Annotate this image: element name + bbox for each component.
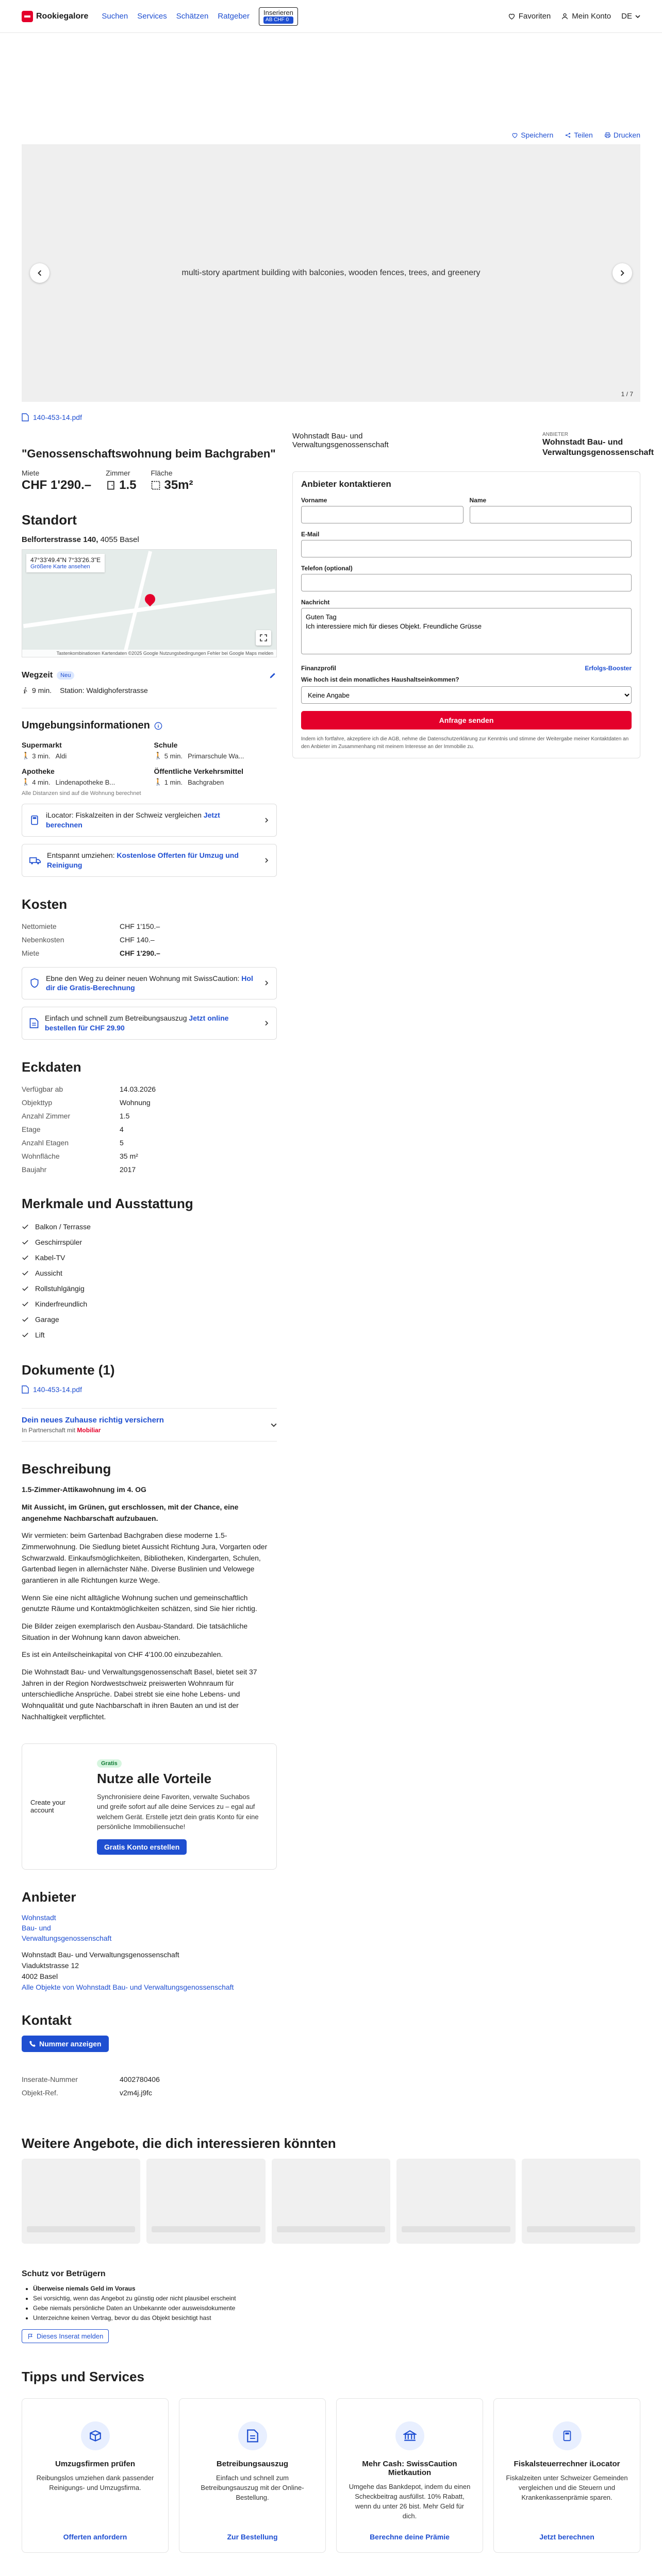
promo-swisscaution[interactable]	[22, 967, 277, 1000]
scam-title: Schutz vor Betrügern	[22, 2269, 106, 2278]
detail-label: Anzahl Etagen	[22, 1139, 69, 1147]
share-button[interactable]	[565, 131, 593, 139]
details-table	[22, 1082, 277, 1176]
provider-name-link[interactable]: Bau- und	[22, 1923, 51, 1932]
environment-grid	[22, 741, 277, 786]
detail-value: 1.5	[120, 1112, 130, 1121]
reference-pdf-link[interactable]	[22, 413, 277, 421]
env-transport-label: Öffentliche Verkehrsmittel	[154, 767, 244, 775]
check-icon	[22, 1300, 29, 1308]
tips-row	[22, 2398, 640, 2553]
description-lead: 1.5-Zimmer-Attikawohnung im 4. OG	[22, 1485, 146, 1494]
offer-card-placeholder[interactable]	[396, 2159, 515, 2244]
chevron-right-icon	[264, 818, 269, 823]
fact-rent-value: CHF 1'290.–	[22, 478, 92, 492]
gallery-counter: 1 / 7	[621, 391, 633, 398]
feature-label: Kinderfreundlich	[35, 1300, 88, 1309]
id-label: Objekt-Ref.	[22, 2088, 58, 2097]
feature-item	[22, 1219, 277, 1234]
financial-profile-title: Finanzprofil	[301, 665, 336, 672]
income-question: Wie hoch ist dein monatliches Haushaltseinkommen?	[301, 676, 459, 683]
environment-note: Alle Distanzen sind auf die Wohnung berechnet	[22, 790, 141, 796]
promo-debt-record-link[interactable]: Jetzt online bestellen für CHF 29.90	[45, 1014, 229, 1032]
create-account-button[interactable]: Gratis Konto erstellen	[97, 1839, 187, 1855]
check-icon	[22, 1285, 29, 1292]
tip-link[interactable]: Jetzt berechnen	[539, 2533, 594, 2541]
env-transport-row	[154, 778, 277, 786]
commute-station: Station: Waldighoferstrasse	[60, 686, 148, 694]
promo-swisscaution-link[interactable]: Hol dir die Gratis-Berechnung	[46, 974, 253, 992]
feature-item	[22, 1281, 277, 1296]
main-nav	[102, 7, 297, 26]
detail-row	[22, 1136, 277, 1149]
free-badge: Gratis	[97, 1759, 122, 1768]
detail-label: Objekttyp	[22, 1098, 53, 1107]
feature-item	[22, 1265, 277, 1281]
listing-sidebar	[292, 402, 654, 2099]
id-value: 4002780406	[120, 2075, 160, 2083]
detail-label: Baujahr	[22, 1165, 47, 1174]
gallery-actions	[0, 131, 662, 139]
listing-title: "Genossenschaftswohnung beim Bachgraben"	[22, 447, 276, 460]
cost-value: CHF 140.–	[120, 935, 155, 944]
save-button[interactable]	[511, 131, 553, 139]
detail-value: Wohnung	[120, 1098, 151, 1107]
feature-item	[22, 1250, 277, 1265]
commute-title: Wegzeit	[22, 671, 53, 680]
id-label: Inserate-Nummer	[22, 2075, 78, 2083]
offer-card-placeholder[interactable]	[522, 2159, 640, 2244]
financial-profile	[301, 665, 632, 704]
map-expand-button[interactable]	[256, 630, 271, 646]
seller-header	[292, 432, 654, 458]
env-transport-dist	[154, 778, 183, 786]
fact-area	[151, 469, 193, 493]
logo-icon	[22, 11, 33, 22]
detail-value: 35 m²	[120, 1152, 138, 1161]
check-icon	[22, 1254, 29, 1261]
share-icon	[565, 132, 571, 139]
tips-heading: Tipps und Services	[22, 2369, 144, 2385]
more-offers-row	[22, 2159, 640, 2244]
printer-icon	[604, 132, 611, 139]
check-icon	[22, 1239, 29, 1246]
privacy-notice: Indem ich fortfahre, akzeptiere ich die AGB, nehme die Datenschutzerklärung zur Kenntnis und stimme der Weitergabe meiner Kontaktdaten an den Anbieter im Zusammenhang mit meinem Interesse an der Immobilie zu.	[301, 736, 629, 750]
provider-name-link[interactable]: Verwaltungsgenossenschaft	[22, 1934, 112, 1943]
feature-label: Lift	[35, 1331, 45, 1340]
env-supermarket-row	[22, 752, 145, 760]
favorites-link[interactable]	[508, 12, 551, 21]
insurance-accordion[interactable]	[22, 1408, 277, 1442]
fact-rooms-row	[106, 478, 136, 493]
share-label: Teilen	[574, 131, 593, 139]
detail-row	[22, 1123, 277, 1136]
heart-icon	[511, 132, 518, 139]
scam-tip: • Überweise niemals Geld im Voraus	[33, 2284, 640, 2294]
description-paragraph: Es ist ein Anteilscheinkapital von CHF 4'100.00 einzubezahlen.	[22, 1650, 223, 1659]
scam-tip: • Sei vorsichtig, wenn das Angebot zu günstig oder nicht plausibel erscheint	[33, 2294, 640, 2303]
env-supermarket-dist-value: 3 min.	[32, 752, 51, 760]
promo-ilocator-link[interactable]: Jetzt berechnen	[46, 811, 220, 829]
first-name-label: Vorname	[301, 497, 327, 504]
env-supermarket-dist	[22, 752, 51, 760]
seller-name: Wohnstadt Bau- und Verwaltungsgenossenschaft	[292, 432, 389, 449]
send-request-button[interactable]: Anfrage senden	[301, 711, 632, 730]
description-heading: Beschreibung	[22, 1461, 111, 1477]
shield-icon	[29, 978, 40, 988]
email-label: E-Mail	[301, 531, 320, 538]
tip-card-debt[interactable]	[179, 2398, 326, 2553]
feature-label: Balkon / Terrasse	[35, 1223, 91, 1231]
report-listing-button[interactable]	[22, 2329, 109, 2343]
provider-address-line: Viaduktstrasse 12	[22, 1961, 79, 1970]
insurance-title: Dein neues Zuhause richtig versichern	[22, 1416, 164, 1425]
bank-icon	[395, 2421, 424, 2450]
feature-label: Aussicht	[35, 1269, 62, 1278]
fact-rent	[22, 469, 91, 493]
cost-label: Miete	[22, 948, 40, 957]
tip-text: Einfach und schnell zum Betreibungsauszug mit der Online-Bestellung.	[201, 2474, 304, 2502]
detail-value: 14.03.2026	[120, 1085, 156, 1094]
commute-time	[22, 686, 52, 694]
promo-moving-text: Entspannt umziehen:	[47, 851, 115, 859]
new-badge: Neu	[57, 671, 74, 680]
heart-icon	[508, 12, 516, 20]
document-icon	[29, 1018, 39, 1028]
document-label: 140-453-14.pdf	[33, 1385, 82, 1394]
fact-area-value: 35m²	[164, 478, 193, 492]
chevron-right-icon	[264, 1021, 269, 1026]
more-offers-heading: Weitere Angebote, die dich interessieren könnten	[22, 2135, 336, 2151]
feature-label: Kabel-TV	[35, 1253, 65, 1262]
show-number-button[interactable]	[22, 2036, 109, 2052]
pdf-icon	[22, 1385, 29, 1394]
tip-link[interactable]: Berechne deine Prämie	[370, 2533, 450, 2541]
account-link[interactable]	[561, 12, 611, 21]
id-row	[22, 2073, 277, 2086]
env-school-name: Primarschule Wa...	[188, 752, 244, 760]
commute-header	[22, 671, 277, 680]
description-sub: Mit Aussicht, im Grünen, gut erschlossen, mit der Chance, eine angenehme Nachbarschaft aufzubauen.	[22, 1502, 239, 1522]
environment-title: Umgebungsinformationen	[22, 720, 150, 731]
chevron-down-icon	[271, 1422, 277, 1428]
pdf-icon	[22, 413, 29, 421]
gallery-prev-button[interactable]	[30, 263, 49, 283]
commute-row	[22, 686, 277, 694]
promo-ilocator-text: iLocator: Fiskalzeiten in der Schweiz vergleichen	[46, 811, 202, 819]
insert-tag: AB CHF 0	[263, 16, 293, 24]
insert-button[interactable]	[259, 7, 298, 26]
id-row	[22, 2086, 277, 2099]
listing-ids	[22, 2073, 277, 2099]
detail-row	[22, 1096, 277, 1109]
tip-card-deposit[interactable]	[336, 2398, 483, 2553]
costs-heading: Kosten	[22, 896, 68, 912]
cost-label: Nebenkosten	[22, 935, 64, 944]
env-pharmacy-dist-value: 4 min.	[32, 778, 51, 786]
tip-text: Reibungslos umziehen dank passender Reinigungs- und Umzugsfirma.	[36, 2474, 154, 2492]
detail-label: Wohnfläche	[22, 1152, 60, 1161]
promo-debt-record[interactable]	[22, 1007, 277, 1040]
address-city: 4055 Basel	[100, 535, 139, 544]
calculator-icon	[29, 815, 40, 825]
check-icon	[22, 1269, 29, 1277]
cost-row	[22, 920, 277, 933]
promo-moving-link[interactable]: Kostenlose Offerten für Umzug und Reinigung	[47, 851, 239, 869]
cost-value: CHF 1'150.–	[120, 922, 160, 930]
flag-icon	[27, 2333, 34, 2340]
fact-rooms-label: Zimmer	[106, 469, 130, 477]
language-label: DE	[621, 12, 632, 21]
map-larger-link[interactable]: Größere Karte ansehen	[30, 564, 90, 570]
document-icon	[238, 2421, 267, 2450]
environment-heading	[22, 720, 277, 732]
detail-value: 5	[120, 1139, 124, 1147]
tip-title: Betreibungsauszug	[216, 2460, 289, 2469]
check-icon	[22, 1331, 29, 1338]
description-paragraph: Wenn Sie eine nicht alltägliche Wohnung suchen und gemeinschaftlich genutzte Räume und Kontaktmöglichkeiten schätzen, sind Sie hier richtig.	[22, 1593, 257, 1613]
env-pharmacy-row	[22, 778, 145, 786]
env-school-row	[154, 752, 277, 760]
language-switch[interactable]	[621, 12, 640, 21]
env-pharmacy-name: Lindenapotheke B...	[55, 778, 115, 786]
print-label: Drucken	[613, 131, 640, 139]
tip-title: Umzugsfirmen prüfen	[55, 2460, 135, 2469]
walk-icon: 🚶	[154, 778, 162, 786]
promo-swisscaution-text: Ebne den Weg zu deiner neuen Wohnung mit SwissCaution:	[46, 974, 240, 982]
check-icon	[22, 1316, 29, 1323]
walk-icon: 🚶	[154, 752, 162, 759]
map-pin-icon	[143, 592, 157, 606]
area-icon	[151, 480, 161, 490]
chevron-right-icon	[264, 858, 269, 863]
offer-card-placeholder[interactable]	[146, 2159, 265, 2244]
photo-gallery[interactable]	[22, 144, 640, 402]
account-promo-title: Nutze alle Vorteile	[97, 1770, 212, 1786]
feature-item	[22, 1327, 277, 1343]
feature-item	[22, 1312, 277, 1327]
phone-icon	[29, 2040, 36, 2047]
feature-label: Garage	[35, 1315, 59, 1324]
provider-address-line: Wohnstadt Bau- und Verwaltungsgenossenschaft	[22, 1951, 179, 1959]
chevron-right-icon	[264, 980, 269, 986]
chevron-left-icon	[37, 270, 43, 276]
chevron-right-icon	[619, 270, 625, 276]
account-promo-text: Synchronisiere deine Favoriten, verwalte Suchabos und greife sofort auf alle deine Services zu – egal auf welchem Gerät. Erstelle jetzt dein gratis Konto für eine persönliche Immobiliensuche!	[97, 1792, 259, 1831]
fullscreen-icon	[260, 634, 267, 641]
provider-all-listings-link[interactable]: Alle Objekte von Wohnstadt Bau- und Verwaltungsgenossenschaft	[22, 1983, 234, 1992]
key-facts	[22, 469, 277, 493]
door-icon	[106, 480, 116, 490]
fact-area-row	[151, 478, 193, 493]
calculator-icon	[553, 2421, 582, 2450]
email-input[interactable]	[301, 540, 632, 557]
phone-label: Telefon (optional)	[301, 565, 353, 572]
info-icon[interactable]	[154, 722, 162, 730]
details-heading: Eckdaten	[22, 1059, 81, 1075]
cost-row	[22, 933, 277, 946]
location-map[interactable]	[22, 549, 277, 657]
id-value: v2m4j.j9fc	[120, 2088, 153, 2097]
contact-heading: Kontakt	[22, 2012, 72, 2028]
env-transport-name: Bachgraben	[188, 778, 224, 786]
walk-icon: 🚶	[22, 752, 30, 759]
detail-row	[22, 1082, 277, 1096]
env-school	[154, 741, 277, 760]
fact-area-label: Fläche	[151, 469, 173, 477]
fact-rooms	[106, 469, 136, 493]
listing-main	[22, 402, 277, 2099]
commute-time-value: 9 min.	[32, 686, 52, 694]
contact-form	[292, 471, 640, 758]
feature-item	[22, 1296, 277, 1312]
promo-moving[interactable]	[22, 844, 277, 877]
nav-ratgeber[interactable]: Ratgeber	[218, 12, 250, 21]
tip-text: Umgehe das Bankdepot, indem du einen Scheckbeitrag ausfüllst. 10% Rabatt, wenn du unter 26 bist. Mehr Geld für dich.	[349, 2483, 471, 2520]
seller-name-bold: Wohnstadt Bau- und Verwaltungsgenossenschaft	[542, 438, 654, 457]
env-supermarket-name: Aldi	[55, 752, 67, 760]
header-actions	[508, 12, 640, 21]
truck-icon	[29, 855, 41, 866]
env-transport	[154, 767, 277, 786]
detail-row	[22, 1149, 277, 1163]
message-textarea[interactable]	[301, 608, 632, 654]
tip-link[interactable]: Offerten anfordern	[63, 2533, 127, 2541]
last-name-input[interactable]	[470, 506, 632, 523]
documents-heading: Dokumente (1)	[22, 1362, 115, 1378]
tip-card-moving[interactable]	[22, 2398, 169, 2553]
map-info-card	[26, 554, 105, 572]
check-icon	[22, 1223, 29, 1230]
scam-tip: • Gebe niemals persönliche Daten an Unbekannte oder ausweisdokumente	[33, 2303, 640, 2313]
last-name-label: Name	[469, 497, 487, 504]
env-school-dist	[154, 752, 183, 760]
tip-text: Fiskalzeiten unter Schweizer Gemeinden vergleichen und die Steuern und Krankenkassenprämie sparen.	[506, 2474, 628, 2502]
first-name-input[interactable]	[301, 506, 464, 523]
report-listing-label: Dieses Inserat melden	[37, 2332, 104, 2341]
description-paragraph: Wir vermieten: beim Gartenbad Bachgraben diese moderne 1.5-Zimmerwohnung. Die Siedlung bietet Aussicht Richtung Jura, Vorgarten oder Schwarzwald. Einkaufsmöglichkeiten, Bibliotheken, Kindergarten, Schulen, Gartenbad liegen in allernächster Nähe. Diverse Buslinien und Velowege garantieren in alle Richtungen kurze Wege.	[22, 1531, 268, 1584]
edit-commute-button[interactable]	[269, 671, 277, 680]
description-section	[22, 1461, 277, 1722]
document-link[interactable]	[22, 1385, 277, 1394]
save-label: Speichern	[521, 131, 554, 139]
env-pharmacy-dist	[22, 778, 51, 786]
scam-tip: • Unterzeichne keinen Vertrag, bevor du das Objekt besichtigt hast	[33, 2313, 640, 2323]
address-street: Belforterstrasse 140,	[22, 535, 98, 544]
env-supermarket-label: Supermarkt	[22, 741, 62, 749]
tip-card-tax[interactable]	[493, 2398, 640, 2553]
feature-label: Rollstuhlgängig	[35, 1284, 85, 1293]
top-bar	[0, 0, 662, 33]
offer-card-placeholder[interactable]	[272, 2159, 390, 2244]
success-booster-link[interactable]: Erfolgs-Booster	[585, 665, 632, 672]
env-school-label: Schule	[154, 741, 178, 749]
provider-name-link[interactable]: Wohnstadt	[22, 1913, 56, 1922]
ad-space-top	[0, 33, 662, 131]
user-icon	[561, 12, 569, 20]
cost-label: Nettomiete	[22, 922, 57, 930]
description-paragraph: Die Bilder zeigen exemplarisch den Ausbau-Standard. Die tatsächliche Situation in der Wohnung kann davon abweichen.	[22, 1622, 248, 1641]
chevron-down-icon	[635, 14, 640, 19]
map-coordinates: 47°33'49.4"N 7°33'26.3"E	[30, 556, 101, 564]
provider-section	[22, 1889, 277, 1993]
env-pharmacy	[22, 767, 145, 786]
nav-suchen[interactable]: Suchen	[102, 12, 128, 21]
env-supermarket	[22, 741, 145, 760]
account-promo	[22, 1743, 277, 1870]
tip-title: Mehr Cash: SwissCaution Mietkaution	[362, 2460, 457, 2478]
gallery-image-description: multi-story apartment building with balconies, wooden fences, trees, and greenery	[181, 268, 481, 277]
insurance-brand: Mobiliar	[77, 1427, 101, 1434]
nav-services[interactable]: Services	[137, 12, 167, 21]
fact-rent-label: Miete	[22, 469, 40, 477]
account-promo-left: Create your account	[30, 1799, 65, 1814]
phone-input[interactable]	[301, 574, 632, 591]
logo[interactable]	[22, 11, 88, 22]
logo-text: Rookiegalore	[36, 11, 89, 21]
walk-icon	[22, 687, 29, 694]
feature-item	[22, 1234, 277, 1250]
show-number-label: Nummer anzeigen	[39, 2039, 102, 2048]
gallery-next-button[interactable]	[613, 263, 632, 283]
detail-label: Etage	[22, 1125, 41, 1134]
fact-rooms-value: 1.5	[119, 478, 137, 492]
message-label: Nachricht	[301, 599, 330, 606]
detail-label: Anzahl Zimmer	[22, 1112, 71, 1121]
cost-value: CHF 1'290.–	[120, 948, 160, 957]
tip-link[interactable]: Zur Bestellung	[227, 2533, 278, 2541]
map-footer: Tastenkombinationen Kartendaten ©2025 Google Nutzungsbedingungen Fehler bei Google Maps melden	[22, 650, 276, 657]
description-paragraph: Die Wohnstadt Bau- und Verwaltungsgenossenschaft Basel, bietet seit 37 Jahren in der Region Nordwestschweiz preiswerten Wohnraum für unterschiedliche Ansprüche. Dabei strebt sie eine hohe Lebens- und Wohnqualität und gute Nachbarschaft in ihren Bauten an und ist der Nachhaltigkeit verpflichtet.	[22, 1668, 257, 1721]
features-list	[22, 1219, 277, 1343]
promo-ilocator[interactable]	[22, 804, 277, 837]
insert-label: Inserieren	[263, 8, 293, 16]
detail-label: Verfügbar ab	[22, 1085, 63, 1094]
cost-row-total	[22, 946, 277, 960]
detail-row	[22, 1163, 277, 1176]
promo-debt-record-text: Einfach und schnell zum Betreibungsauszug	[45, 1014, 187, 1023]
provider-address-line: 4002 Basel	[22, 1972, 58, 1981]
moving-box-icon	[81, 2421, 110, 2450]
detail-value: 2017	[120, 1165, 136, 1174]
provider-heading: Anbieter	[22, 1889, 76, 1905]
env-school-dist-value: 5 min.	[164, 752, 183, 760]
feature-label: Geschirrspüler	[35, 1238, 82, 1247]
detail-row	[22, 1109, 277, 1123]
reference-pdf-label: 140-453-14.pdf	[33, 413, 82, 421]
nav-schaetzen[interactable]: Schätzen	[176, 12, 209, 21]
env-pharmacy-label: Apotheke	[22, 767, 55, 775]
address	[22, 535, 277, 544]
offer-card-placeholder[interactable]	[22, 2159, 140, 2244]
seller-label: ANBIETER	[542, 432, 569, 437]
account-label: Mein Konto	[572, 12, 611, 21]
insurance-sub: In Partnerschaft mit	[22, 1427, 76, 1434]
tip-title: Fiskalsteuerrechner iLocator	[514, 2460, 620, 2469]
features-heading: Merkmale und Ausstattung	[22, 1196, 193, 1212]
env-transport-dist-value: 1 min.	[164, 778, 183, 786]
favorites-label: Favoriten	[518, 12, 551, 21]
contact-form-title: Anbieter kontaktieren	[301, 479, 391, 489]
income-select[interactable]	[301, 686, 632, 704]
location-heading: Standort	[22, 512, 77, 528]
detail-value: 4	[120, 1125, 124, 1134]
print-button[interactable]	[604, 131, 640, 139]
walk-icon: 🚶	[22, 778, 30, 786]
scam-protection	[22, 2269, 640, 2344]
